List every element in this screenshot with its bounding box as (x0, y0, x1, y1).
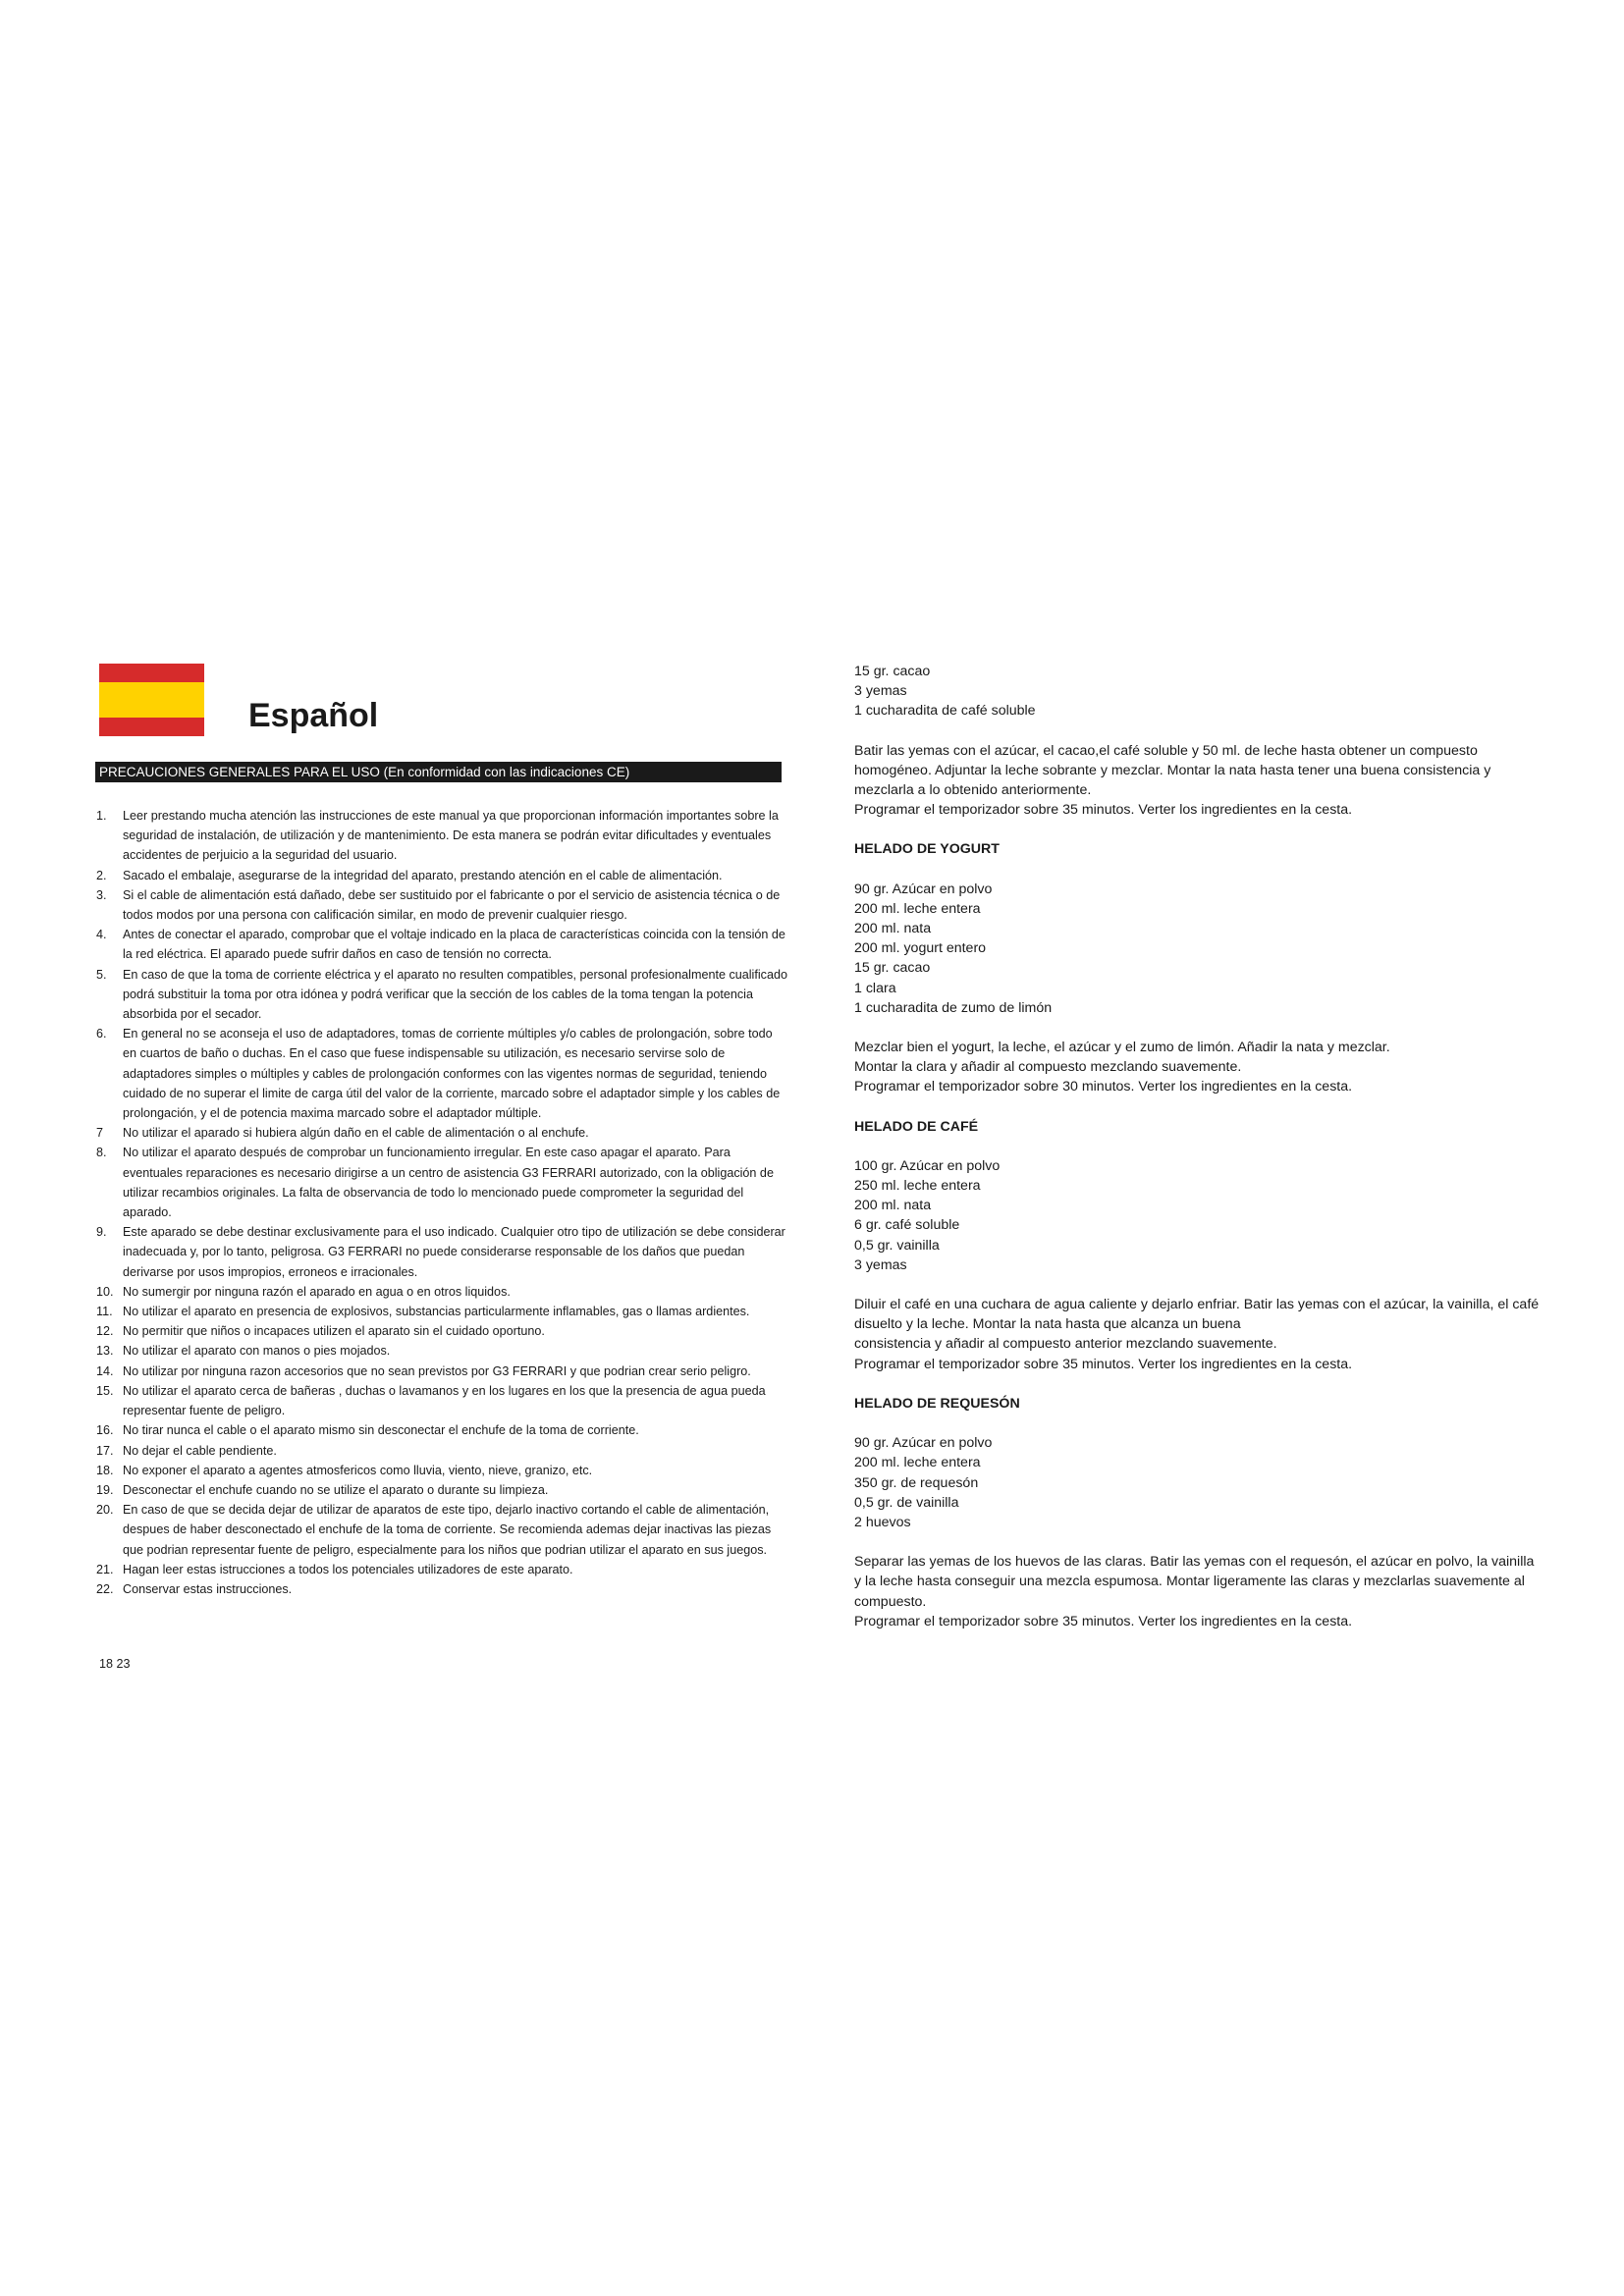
ingredient: 200 ml. nata (854, 921, 932, 937)
ingredient: 90 gr. Azúcar en polvo (854, 1435, 993, 1452)
precautions-list (96, 806, 788, 1599)
list-item: 6. En general no se aconseja el uso de adaptadores, tomas de corriente múltiples y/o cables de prolongación, sobre todo en cuartos de baño o duchas. En el caso que fuese indispensable su utilización, es necesario servirse solo de adaptadores simples o múltiples y cables de prolongación conformes con las vigentes normas de seguridad, teniendo cuidado de no superar el limite de carga útil del valor de la corriente, marcado sobre el adaptador simple y los cables de prolongación, y el de potencia maxima marcado sobre el adaptador múltiple. (96, 1027, 781, 1121)
list-item: 3. Si el cable de alimentación está dañado, debe ser sustituido por el fabricante o por el servicio de asistencia técnica o de todos modos por una persona con calificación similar, en modo de prevenir cualquier riesgo. (96, 887, 781, 923)
ingredient: 15 gr. cacao (854, 664, 931, 679)
list-item: 11. No utilizar el aparato en presencia de explosivos, substancias particularmente inflamables, gas o llamas ardientes. (96, 1305, 750, 1319)
list-item: 8. No utilizar el aparato después de comprobar un funcionamiento irregular. En este caso apagar el aparato. Para eventuales reparaciones es necesario dirigirse a un centro de asistencia G3 FERRARI autorizado, con la obligación de utilizar recambios originales. La falta de observancia de todo lo mencionado puede comprometer la seguridad del aparado. (96, 1146, 774, 1220)
spanish-flag-icon (99, 664, 204, 736)
recipes-column (854, 662, 1542, 1631)
method-text: Programar el temporizador sobre 35 minutos. Verter los ingredientes en la cesta. (854, 802, 1353, 819)
ingredient: 15 gr. cacao (854, 960, 931, 977)
list-item: 21. Hagan leer estas istrucciones a todos los potenciales utilizadores de este aparato. (96, 1562, 573, 1576)
list-item: 17. No dejar el cable pendiente. (96, 1443, 277, 1458)
list-item: 1. Leer prestando mucha atención las instrucciones de este manual ya que proporcionan información importantes sobre la seguridad de instalación, de utilización y de mantenimiento. De esta manera se podrán evitar dificultades y eventuales accidentes de perjuicio a la seguridad del usuario. (96, 809, 779, 863)
ingredient: 2 huevos (854, 1514, 911, 1530)
method-text: consistencia y añadir al compuesto anterior mezclando suavemente. (854, 1336, 1277, 1353)
method-text: Separar las yemas de los huevos de las claras. Batir las yemas con el requesón, el azúcar en polvo, la vainilla y la leche hasta conseguir una mezcla espumosa. Montar ligeramente las claras y mezclarlas suavemente al compuesto. (854, 1554, 1535, 1610)
list-item: 4. Antes de conectar el aparado, comprobar que el voltaje indicado en la placa de características coincida con la tensión de la red eléctrica. El aparado puede sufrir daños en caso de tensión no correcta. (96, 928, 785, 962)
method-text: Montar la clara y añadir al compuesto mezclando suavemente. (854, 1059, 1242, 1076)
method-text: Programar el temporizador sobre 35 minutos. Verter los ingredientes en la cesta. (854, 1613, 1353, 1629)
list-item: 19. Desconectar el enchufe cuando no se utilize el aparato o durante su limpieza. (96, 1482, 549, 1497)
ingredient: 1 cucharadita de zumo de limón (854, 999, 1053, 1016)
list-item: 22. Conservar estas instrucciones. (96, 1581, 293, 1596)
recipe-title-yogurt: HELADO DE YOGURT (854, 841, 1000, 858)
ingredient: 3 yemas (854, 683, 907, 700)
list-item: 10. No sumergir por ninguna razón el aparado en agua o en otros liquidos. (96, 1284, 511, 1299)
recipe-title-cafe: HELADO DE CAFÉ (854, 1118, 979, 1135)
method-text: Programar el temporizador sobre 30 minutos. Verter los ingredientes en la cesta. (854, 1079, 1353, 1095)
ingredient: 1 cucharadita de café soluble (854, 703, 1036, 720)
method-text: Diluir el café en una cuchara de agua caliente y dejarlo enfriar. Batir las yemas con el azúcar, la vainilla, el café disuelto y la leche. Montar la nata hasta que alcanza un buena (854, 1297, 1540, 1333)
language-title: Español (248, 697, 379, 734)
ingredient: 0,5 gr. vainilla (854, 1237, 940, 1254)
ingredient: 1 clara (854, 980, 896, 996)
section-header-bar: PRECAUCIONES GENERALES PARA EL USO (En conformidad con las indicaciones CE) (95, 762, 782, 782)
list-item: 12. No permitir que niños o incapaces utilizen el aparato sin el cuidado oportuno. (96, 1324, 545, 1339)
ingredient: 200 ml. yogurt entero (854, 940, 987, 957)
ingredient: 90 gr. Azúcar en polvo (854, 881, 993, 897)
ingredient: 0,5 gr. de vainilla (854, 1494, 959, 1511)
list-item: 18. No exponer el aparato a agentes atmosfericos como lluvia, viento, nieve, granizo, etc. (96, 1463, 593, 1477)
list-item: 13. No utilizar el aparato con manos o pies mojados. (96, 1344, 391, 1359)
list-item: 2. Sacado el embalaje, asegurarse de la integridad del aparato, prestando atención en el cable de alimentación. (96, 868, 723, 882)
page-number: 18 23 (99, 1657, 131, 1671)
ingredient: 250 ml. leche entera (854, 1178, 981, 1195)
list-item: 15. No utilizar el aparato cerca de bañeras , duchas o lavamanos y en los lugares en los que la presencia de agua pueda representar fuente de peligro. (96, 1383, 766, 1418)
ingredient: 200 ml. nata (854, 1198, 932, 1214)
method-text: Mezclar bien el yogurt, la leche, el azúcar y el zumo de limón. Añadir la nata y mezclar. (854, 1040, 1390, 1056)
method-text: Programar el temporizador sobre 35 minutos. Verter los ingredientes en la cesta. (854, 1356, 1353, 1372)
list-item: 5. En caso de que la toma de corriente eléctrica y el aparato no resulten compatibles, personal profesionalmente cualificado podrá substituir la toma por otra idónea y podrá verificar que la sección de los cables de la toma tengan la potencia absorbida por el secador. (96, 967, 787, 1022)
ingredient: 6 gr. café soluble (854, 1217, 960, 1234)
ingredient: 100 gr. Azúcar en polvo (854, 1157, 1001, 1174)
recipe-title-requeson: HELADO DE REQUESÓN (854, 1395, 1020, 1412)
list-item: 20. En caso de que se decida dejar de utilizar de aparatos de este tipo, dejarlo inactivo cortando el cable de alimentación, despues de haber desconectado el enchufe de la toma de corriente. Se recomienda ademas dejar inactivas las piezas que podrian representar fuente de peligro, especialmente para los niños que podrian utilizar el aparato en sus juegos. (96, 1503, 772, 1557)
ingredient: 200 ml. leche entera (854, 1455, 981, 1471)
ingredient: 3 yemas (854, 1256, 907, 1273)
method-text: Batir las yemas con el azúcar, el cacao,el café soluble y 50 ml. de leche hasta obtener un compuesto homogéneo. Adjuntar la leche sobrante y mezclar. Montar la nata hasta tener una buena consistencia y mezclarla a lo obtenido anteriormente. (854, 742, 1491, 799)
list-item: 16. No tirar nunca el cable o el aparato mismo sin desconectar el enchufe de la toma de corriente. (96, 1423, 639, 1438)
list-item: 9. Este aparado se debe destinar exclusivamente para el uso indicado. Cualquier otro tipo de utilización se debe considerar inadecuada y, por lo tanto, peligrosa. G3 FERRARI no puede considerarse responsable de los daños que puedan derivarse por usos impropios, erroneos e irracionales. (96, 1225, 785, 1279)
list-item: 14. No utilizar por ninguna razon accesorios que no sean previstos por G3 FERRARI y que podrian crear serio peligro. (96, 1363, 751, 1378)
ingredient: 200 ml. leche entera (854, 900, 981, 917)
ingredient: 350 gr. de requesón (854, 1474, 979, 1491)
list-item: 7 No utilizar el aparado si hubiera algún daño en el cable de alimentación o al enchufe. (96, 1126, 589, 1141)
